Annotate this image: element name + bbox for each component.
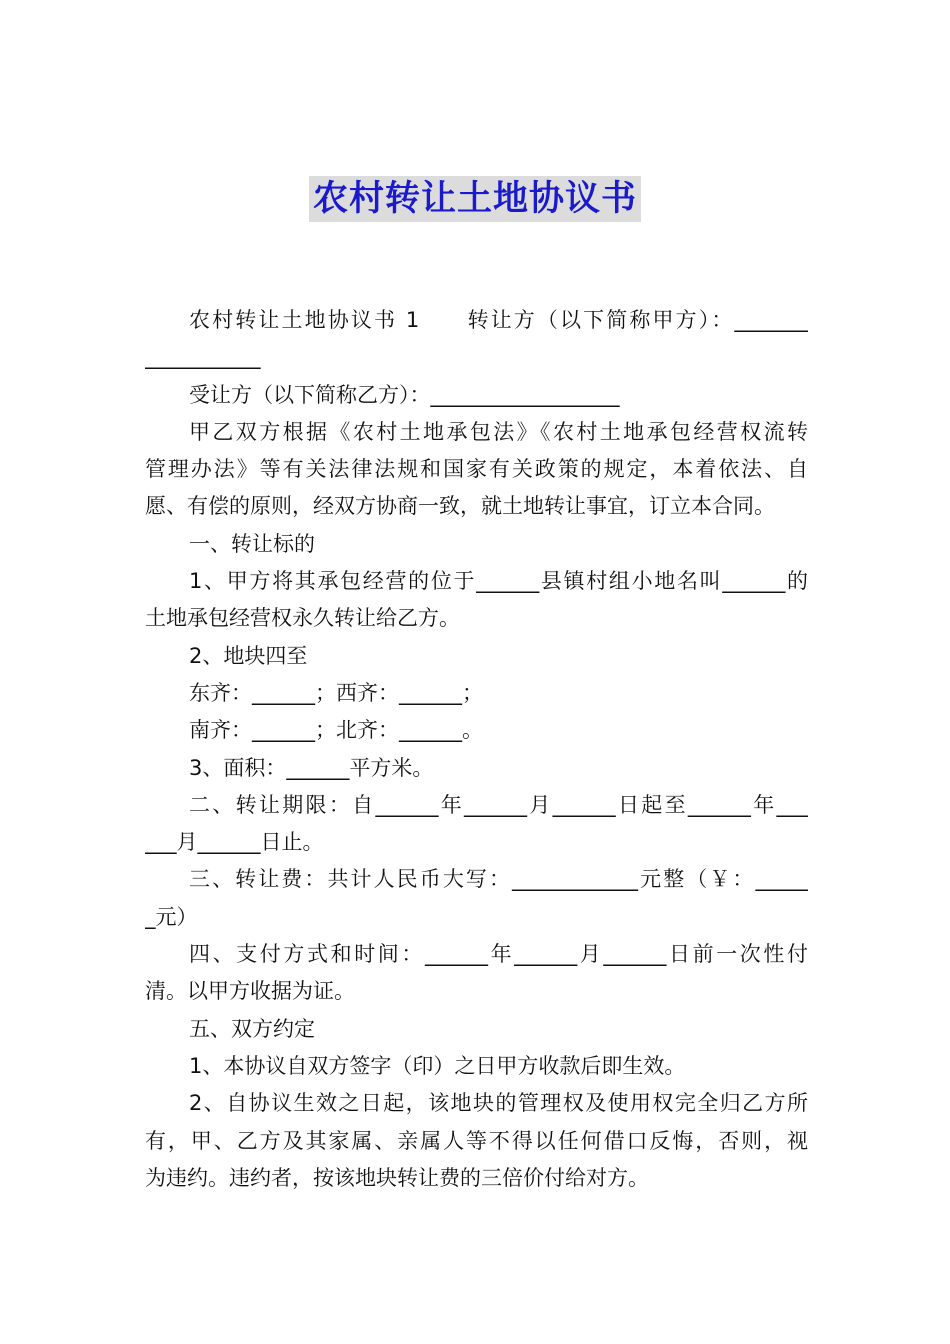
title-container xyxy=(0,176,950,222)
paragraph-line: 土地承包经营权永久转让给乙方。 xyxy=(145,606,460,631)
paragraph-line: 1、本协议自双方签字（印）之日甲方收款后即生效。 xyxy=(189,1053,686,1078)
paragraph-line: 一、转让标的 xyxy=(189,531,315,556)
paragraph-line: 管理办法》等有关法律法规和国家有关政策的规定，本着依法、自 xyxy=(145,457,808,482)
paragraph-line: 2、地块四至 xyxy=(189,643,308,668)
document-body xyxy=(145,302,808,1197)
paragraph-line: 东齐：______；西齐：______； xyxy=(189,680,483,705)
paragraph-line: 清。以甲方收据为证。 xyxy=(145,979,355,1004)
paragraph-line: 愿、有偿的原则，经双方协商一致，就土地转让事宜，订立本合同。 xyxy=(145,494,775,519)
paragraph-line: 1、甲方将其承包经营的位于______县镇村组小地名叫______的 xyxy=(189,569,808,594)
paragraph-line: 为违约。违约者，按该地块转让费的三倍价付给对方。 xyxy=(145,1165,649,1190)
paragraph-line: 2、自协议生效之日起，该地块的管理权及使用权完全归乙方所 xyxy=(189,1091,808,1116)
paragraph-line: 受让方（以下简称乙方）：__________________ xyxy=(189,382,620,407)
paragraph-line: 有，甲、乙方及其家属、亲属人等不得以任何借口反悔，否则，视 xyxy=(145,1128,808,1153)
paragraph-line: 三、转让费：共计人民币大写：____________元整（￥：_____ xyxy=(189,867,808,892)
paragraph-line: ___________ xyxy=(145,345,261,370)
paragraph-line: 五、双方约定 xyxy=(189,1016,315,1041)
paragraph-line: _元） xyxy=(145,904,198,929)
document-title: 农村转让土地协议书 xyxy=(309,176,641,222)
paragraph-line: ___月______日止。 xyxy=(145,830,324,855)
paragraph-line: 南齐：______；北齐：______。 xyxy=(189,718,483,743)
paragraph-line: 农村转让土地协议书 1 转让方（以下简称甲方）：_______ xyxy=(189,308,808,332)
paragraph-line: 二、转让期限：自______年______月______日起至______年___ xyxy=(189,792,808,817)
paragraph-line: 四、支付方式和时间：______年______月______日前一次性付 xyxy=(189,942,808,967)
paragraph-line: 甲乙双方根据《农村土地承包法》《农村土地承包经营权流转 xyxy=(189,419,808,444)
paragraph-line: 3、面积：______平方米。 xyxy=(189,755,434,780)
